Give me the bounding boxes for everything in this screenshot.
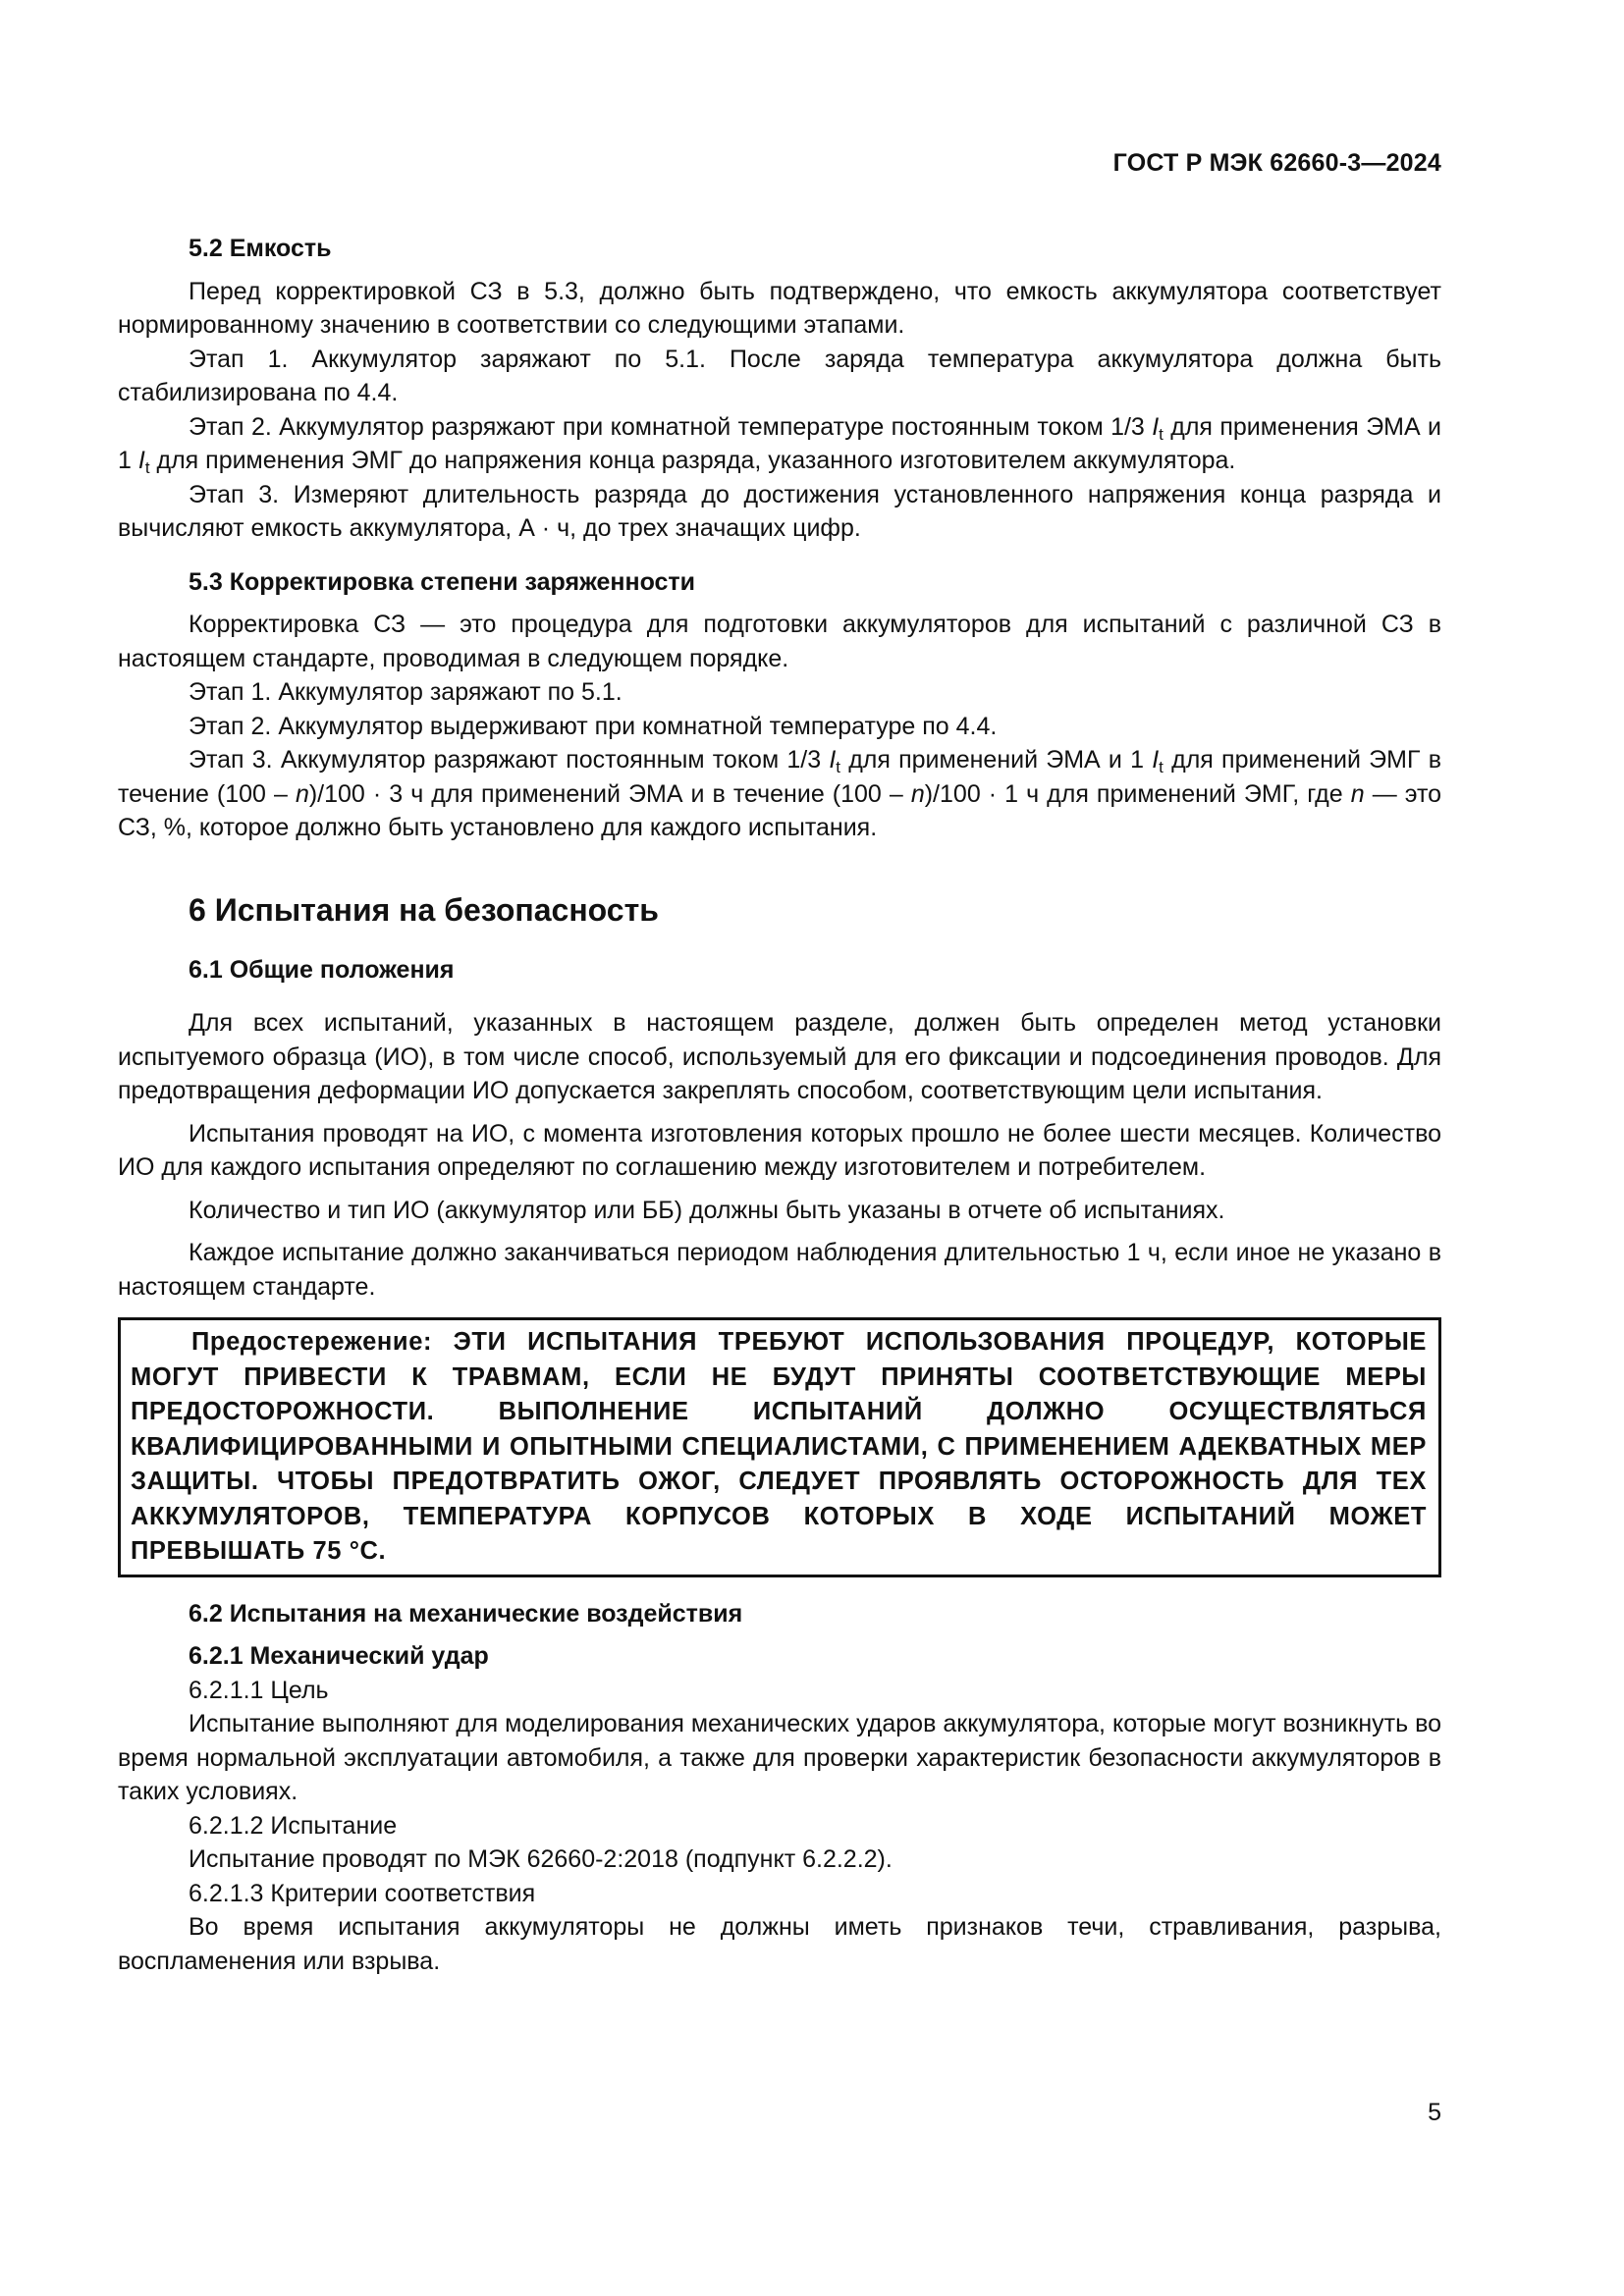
step3-text-f: — это СЗ, %, которое должно быть установлено для каждого испытания. [118,779,1442,841]
section-5-2-title: 5.2 Емкость [189,235,332,262]
current-symbol: I [1152,412,1160,441]
current-subscript: t [1159,424,1164,444]
section-5-2-step1: Этап 1. Аккумулятор заряжают по 5.1. После заряда температура аккумулятора должна быть стабилизирована по 4.4. [118,345,1441,406]
section-6-2-1-2-label: 6.2.1.2 Испытание [189,1811,398,1840]
section-6-title: 6 Испытания на безопасность [189,891,659,928]
page-content [118,232,1441,1978]
step3-text-d: )/100 · 3 ч для применений ЭМА и в течение (100 – [308,779,911,808]
document-code-header: ГОСТ Р МЭК 62660-3—2024 [1112,149,1441,177]
step3-text-a: Этап 3. Аккумулятор разряжают постоянным током 1/3 [189,746,830,774]
step2-text-c: для применения ЭМГ до напряжения конца разряда, указанного изготовителем аккумулятора. [149,447,1236,474]
current-subscript: t [1159,758,1164,776]
current-symbol: I [829,746,837,774]
section-6-1-p2: Испытания проводят на ИО, с момента изготовления которых прошло не более шести месяцев. Количество ИО для каждого испытания определяют по соглашению между изготовителем и потребителем. [118,1119,1441,1181]
current-symbol: I [137,447,145,474]
section-6-2-1-3-label: 6.2.1.3 Критерии соответствия [189,1879,536,1907]
section-5-3-step1: Этап 1. Аккумулятор заряжают по 5.1. [189,678,623,706]
section-5-2-step3: Этап 3. Измеряют длительность разряда до достижения установленного напряжения конца разряда и вычисляют емкость аккумулятора, А · ч, до трех значащих цифр. [118,480,1441,542]
section-6-1-p3: Количество и тип ИО (аккумулятор или ББ) должны быть указаны в отчете об испытаниях. [189,1196,1225,1224]
step3-text-c: для применений ЭМГ в течение (100 – [118,746,1441,808]
section-5-3-title: 5.3 Корректировка степени заряженности [189,567,696,596]
section-6-1-title: 6.1 Общие положения [189,955,455,984]
section-6-2-1-3-text: Во время испытания аккумуляторы не должны иметь признаков течи, стравливания, разрыва, воспламенения или взрыва. [118,1913,1441,1975]
section-6-2-1-title: 6.2.1 Механический удар [189,1642,489,1670]
section-6-1-p1: Для всех испытаний, указанных в настоящем разделе, должен быть определен метод установки испытуемого образца (ИО), в том числе способ, используемый для его фиксации и подсоединения проводов. Для предотвращения деформации ИО допускается закреплять способом, соответствующим цели испытания. [118,1009,1441,1104]
current-subscript: t [144,458,150,477]
step3-text-e: )/100 · 1 ч для применений ЭМГ, где [924,779,1351,808]
n-symbol: n [295,779,309,808]
section-6-2-title: 6.2 Испытания на механические воздействия [189,1599,743,1628]
step2-text-b: для применения ЭМА и 1 [118,412,1441,474]
current-subscript: t [836,758,840,776]
warning-box: Предостережение: ЭТИ ИСПЫТАНИЯ ТРЕБУЮТ ИСПОЛЬЗОВАНИЯ ПРОЦЕДУР, КОТОРЫЕ МОГУТ ПРИВЕСТИ К ТРАВМАМ, ЕСЛИ НЕ БУДУТ ПРИНЯТЫ СООТВЕТСТВУЮЩИЕ МЕРЫ ПРЕДОСТОРОЖНОСТИ. ВЫПОЛНЕНИЕ ИСПЫТАНИЙ ДОЛЖНО ОСУЩЕСТВЛЯТЬСЯ КВАЛИФИЦИРОВАННЫМИ И ОПЫТНЫМИ СПЕЦИАЛИСТАМИ, С ПРИМЕНЕНИЕМ АДЕКВАТНЫХ МЕР ЗАЩИТЫ. ЧТОБЫ ПРЕДОТВРАТИТЬ ОЖОГ, СЛЕДУЕТ ПРОЯВЛЯТЬ ОСТОРОЖНОСТЬ ДЛЯ ТЕХ АККУМУЛЯТОРОВ, ТЕМПЕРАТУРА КОРПУСОВ КОТОРЫХ В ХОДЕ ИСПЫТАНИЙ МОЖЕТ ПРЕВЫШАТЬ 75 °С. [118,1317,1441,1577]
section-5-3-intro: Корректировка СЗ — это процедура для подготовки аккумуляторов для испытаний с различной СЗ в настоящем стандарте, проводимая в следующем порядке. [118,611,1441,672]
page-number: 5 [1428,2099,1441,2126]
section-5-3-step3 [118,743,1441,845]
section-6-2-1-2-text: Испытание проводят по МЭК 62660-2:2018 (подпункт 6.2.2.2). [189,1845,893,1873]
step2-text-a: Этап 2. Аккумулятор разряжают при комнатной температуре постоянным током 1/3 [189,412,1153,441]
section-5-2-step2 [118,410,1441,478]
n-symbol: n [1350,779,1365,808]
section-6-2-1-1-text: Испытание выполняют для моделирования механических ударов аккумулятора, которые могут возникнуть во время нормальной эксплуатации автомобиля, а также для проверки характеристик безопасности аккумуляторов в таких условиях. [118,1710,1441,1805]
n-symbol: n [910,779,925,808]
current-symbol: I [1152,746,1160,774]
section-6-2-1-1-label: 6.2.1.1 Цель [189,1676,329,1704]
section-5-3-step2: Этап 2. Аккумулятор выдерживают при комнатной температуре по 4.4. [189,712,998,740]
step3-text-b: для применений ЭМА и 1 [840,746,1153,774]
section-6-1-p4: Каждое испытание должно заканчиваться периодом наблюдения длительностью 1 ч, если иное не указано в настоящем стандарте. [118,1239,1441,1301]
section-5-2-intro: Перед корректировкой СЗ в 5.3, должно быть подтверждено, что емкость аккумулятора соответствует нормированному значению в соответствии со следующими этапами. [118,277,1441,339]
